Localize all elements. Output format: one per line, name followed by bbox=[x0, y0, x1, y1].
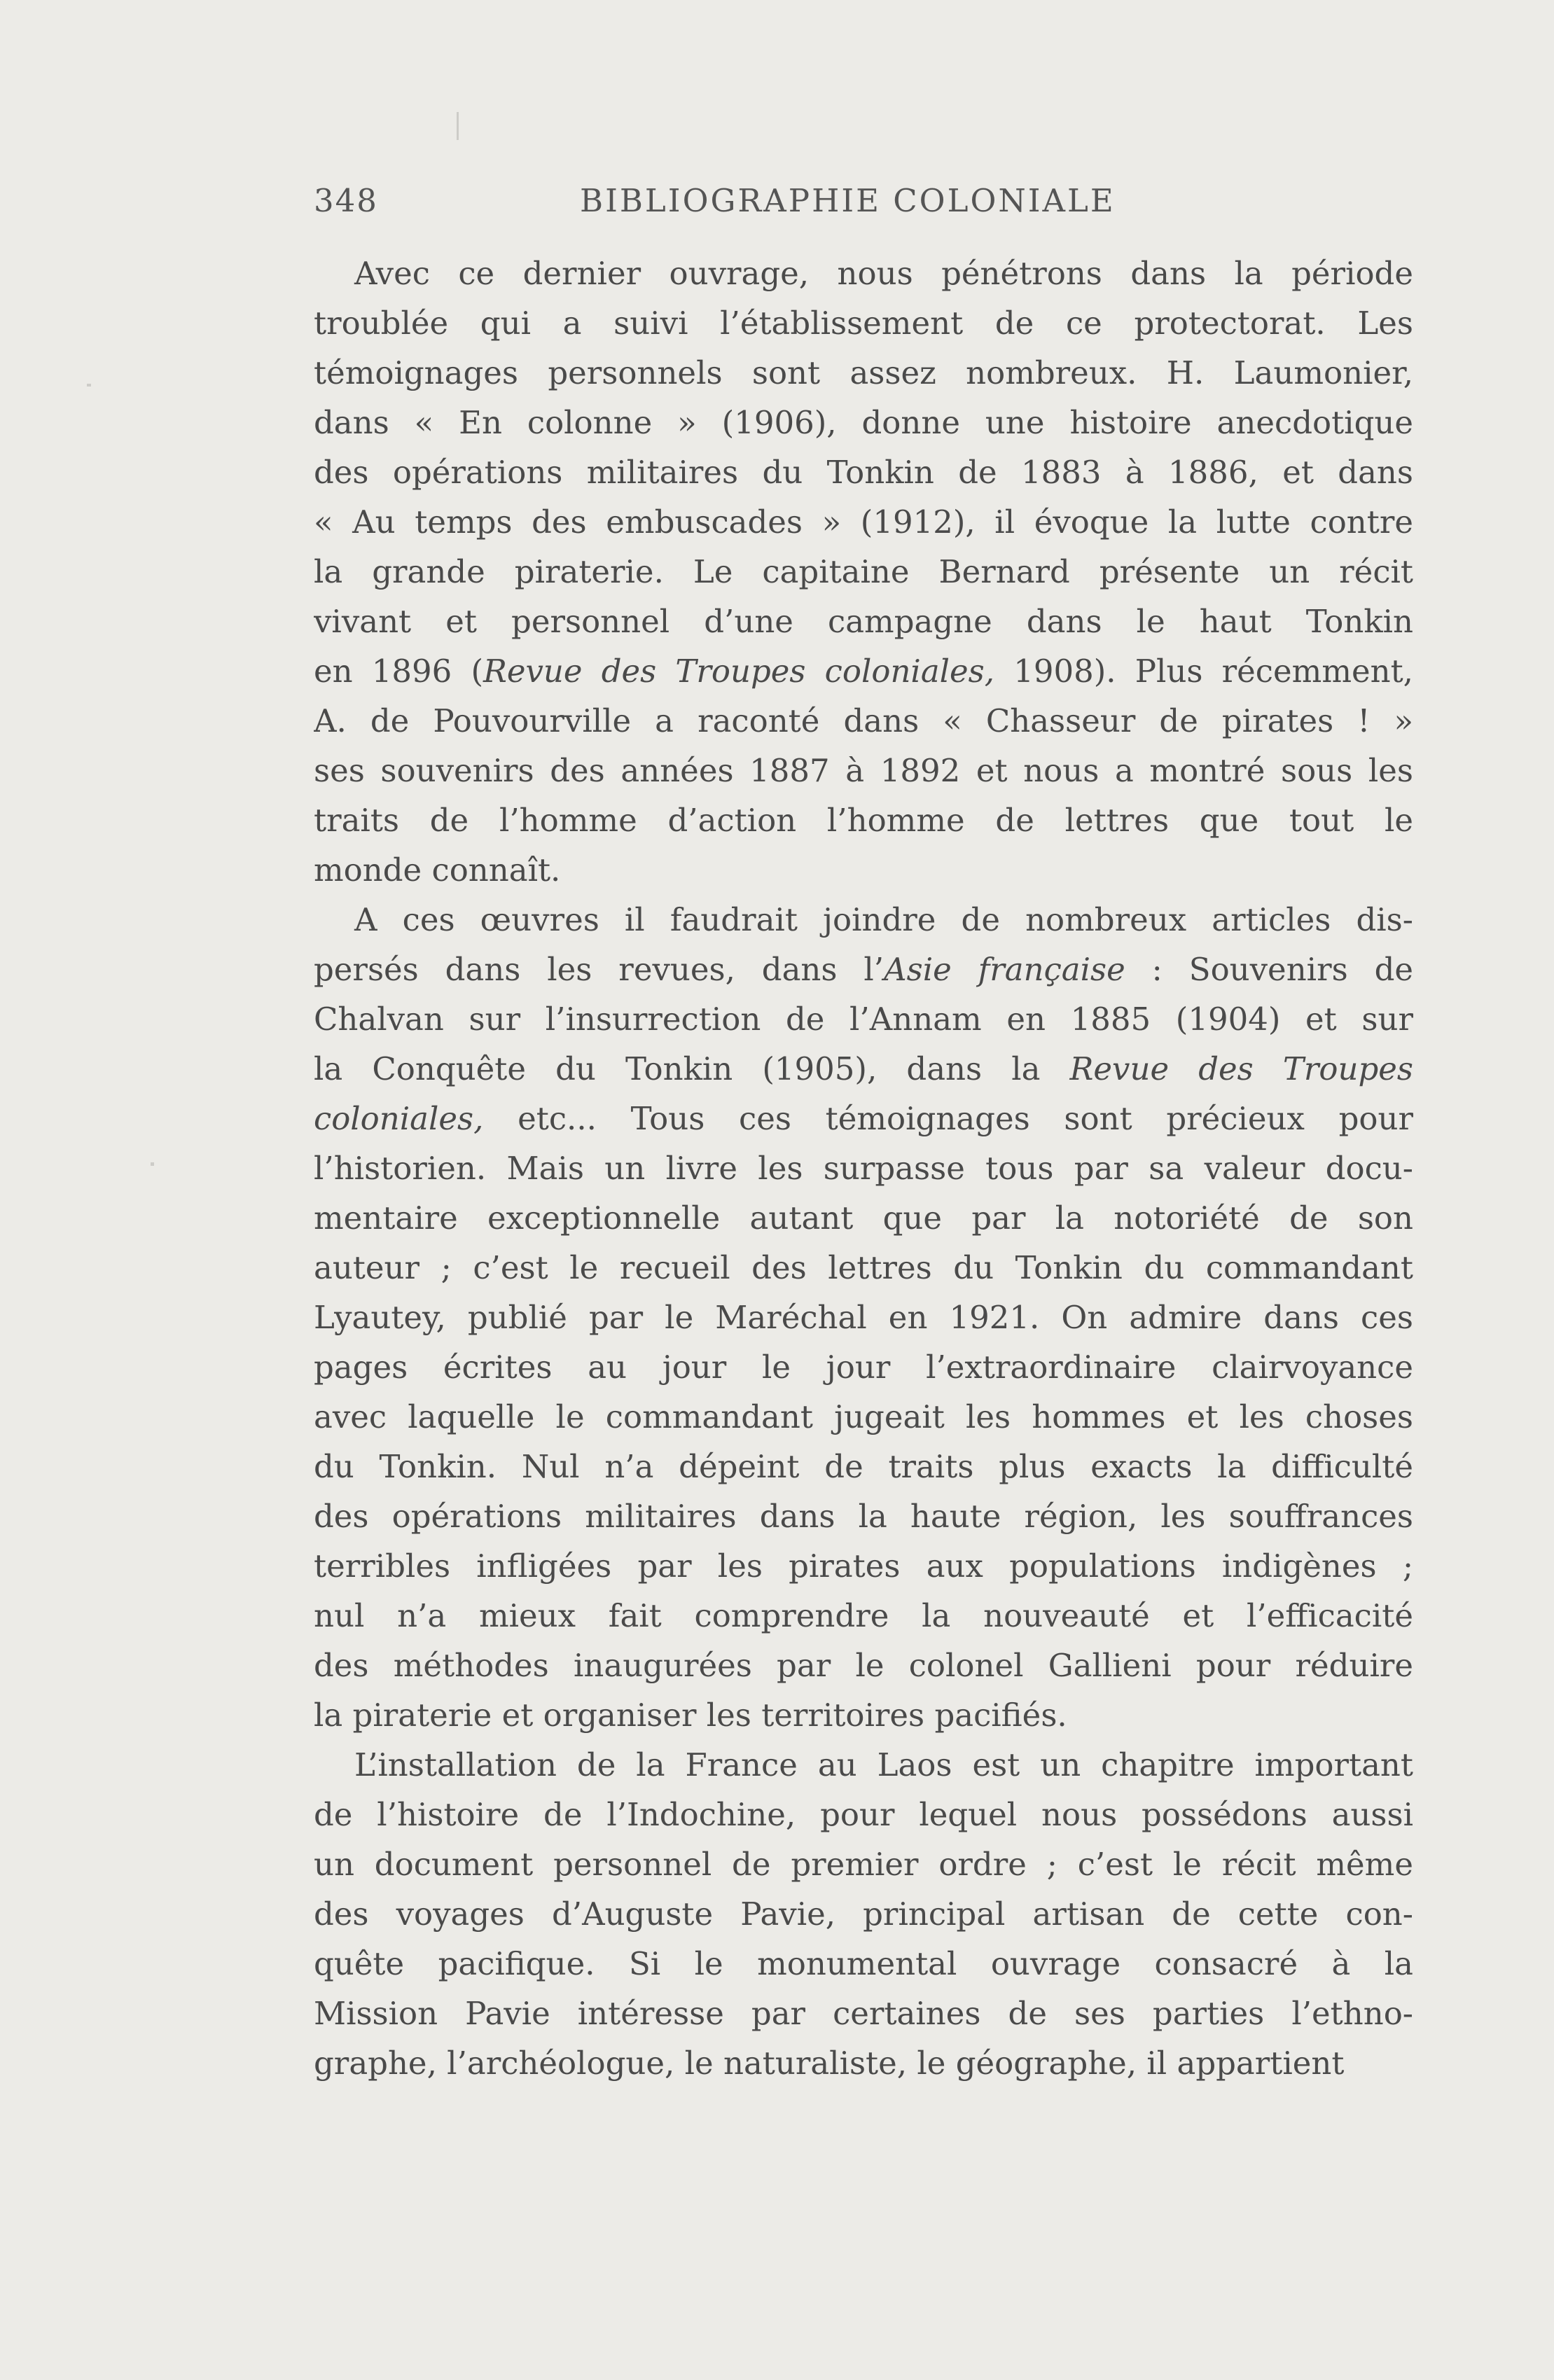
text-line: témoignages personnels sont assez nombreux. H. Laumonier, bbox=[314, 354, 1413, 391]
text-line: de l’histoire de l’Indochine, pour lequel nous possédons aussi bbox=[314, 1796, 1413, 1833]
text-line: terribles infligées par les pirates aux populations indigènes ; bbox=[314, 1547, 1413, 1585]
italic-title: coloniales, bbox=[314, 1100, 484, 1137]
text-line: la grande piraterie. Le capitaine Bernard présente un récit bbox=[314, 553, 1413, 590]
text-line: du Tonkin. Nul n’a dépeint de traits plus exacts la difficulté bbox=[314, 1448, 1413, 1485]
text-segment: en 1896 ( bbox=[314, 653, 483, 690]
text-line: quête pacifique. Si le monumental ouvrage consacré à la bbox=[314, 1945, 1413, 1982]
text-line bbox=[314, 646, 1413, 696]
text-line: troublée qui a suivi l’établissement de ce protectorat. Les bbox=[314, 305, 1413, 342]
text-line: L’installation de la France au Laos est un chapitre important bbox=[354, 1746, 1413, 1783]
text-line bbox=[314, 1044, 1413, 1094]
paragraph bbox=[314, 895, 1413, 1740]
text-line bbox=[314, 1094, 1413, 1143]
text-line: graphe, l’archéologue, le naturaliste, le géographe, il appartient bbox=[314, 2045, 1345, 2082]
text-line: Mission Pavie intéresse par certaines de ses parties l’ethno- bbox=[314, 1995, 1413, 2032]
body-text bbox=[314, 249, 1413, 2088]
paragraph bbox=[314, 249, 1413, 895]
text-line: Avec ce dernier ouvrage, nous pénétrons dans la période bbox=[354, 255, 1413, 292]
scan-mark bbox=[151, 1162, 154, 1166]
page-number: 348 bbox=[314, 182, 378, 219]
text-line: un document personnel de premier ordre ; c’est le récit même bbox=[314, 1846, 1413, 1883]
text-segment: persés dans les revues, dans l’ bbox=[314, 951, 884, 988]
text-line bbox=[314, 945, 1413, 994]
text-line: l’historien. Mais un livre les surpasse tous par sa valeur docu- bbox=[314, 1150, 1413, 1187]
text-line: monde connaît. bbox=[314, 851, 561, 889]
text-line: des opérations militaires dans la haute région, les souffrances bbox=[314, 1498, 1413, 1535]
italic-title: Asie française bbox=[884, 951, 1125, 988]
text-line: Lyautey, publié par le Maréchal en 1921. On admire dans ces bbox=[314, 1299, 1413, 1336]
text-line: dans « En colonne » (1906), donne une histoire anecdotique bbox=[314, 404, 1413, 441]
running-title: BIBLIOGRAPHIE COLONIALE bbox=[580, 182, 1116, 219]
text-line: vivant et personnel d’une campagne dans le haut Tonkin bbox=[314, 603, 1413, 640]
text-line: des opérations militaires du Tonkin de 1883 à 1886, et dans bbox=[314, 454, 1413, 491]
text-line: A. de Pouvourville a raconté dans « Chasseur de pirates ! » bbox=[314, 702, 1413, 739]
text-segment: la Conquête du Tonkin (1905), dans la bbox=[314, 1050, 1070, 1087]
italic-title: Revue des Troupes coloniales, bbox=[483, 653, 995, 690]
paragraph bbox=[314, 1740, 1413, 2088]
text-line: « Au temps des embuscades » (1912), il évoque la lutte contre bbox=[314, 503, 1413, 541]
text-segment: : Souvenirs de bbox=[1125, 951, 1413, 988]
text-segment: etc... Tous ces témoignages sont précieux pour bbox=[483, 1100, 1413, 1137]
scan-mark bbox=[87, 384, 91, 387]
text-line: traits de l’homme d’action l’homme de lettres que tout le bbox=[314, 802, 1413, 839]
text-line: pages écrites au jour le jour l’extraordinaire clairvoyance bbox=[314, 1349, 1413, 1386]
text-segment: 1908). Plus récemment, bbox=[994, 653, 1413, 690]
text-line: nul n’a mieux fait comprendre la nouveauté et l’efficacité bbox=[314, 1597, 1413, 1634]
text-line: Chalvan sur l’insurrection de l’Annam en 1885 (1904) et sur bbox=[314, 1001, 1413, 1038]
text-line: ses souvenirs des années 1887 à 1892 et nous a montré sous les bbox=[314, 752, 1413, 789]
text-line: des voyages d’Auguste Pavie, principal artisan de cette con- bbox=[314, 1895, 1413, 1933]
italic-title: Revue des Troupes bbox=[1069, 1050, 1413, 1087]
text-line: A ces œuvres il faudrait joindre de nombreux articles dis- bbox=[354, 901, 1413, 938]
text-line: auteur ; c’est le recueil des lettres du Tonkin du commandant bbox=[314, 1249, 1413, 1286]
text-line: des méthodes inaugurées par le colonel Gallieni pour réduire bbox=[314, 1647, 1413, 1684]
text-line: avec laquelle le commandant jugeait les hommes et les choses bbox=[314, 1398, 1413, 1435]
text-line: la piraterie et organiser les territoires pacifiés. bbox=[314, 1697, 1067, 1734]
scan-mark bbox=[457, 112, 459, 140]
text-line: mentaire exceptionnelle autant que par la notoriété de son bbox=[314, 1199, 1413, 1237]
running-head bbox=[314, 175, 1413, 231]
